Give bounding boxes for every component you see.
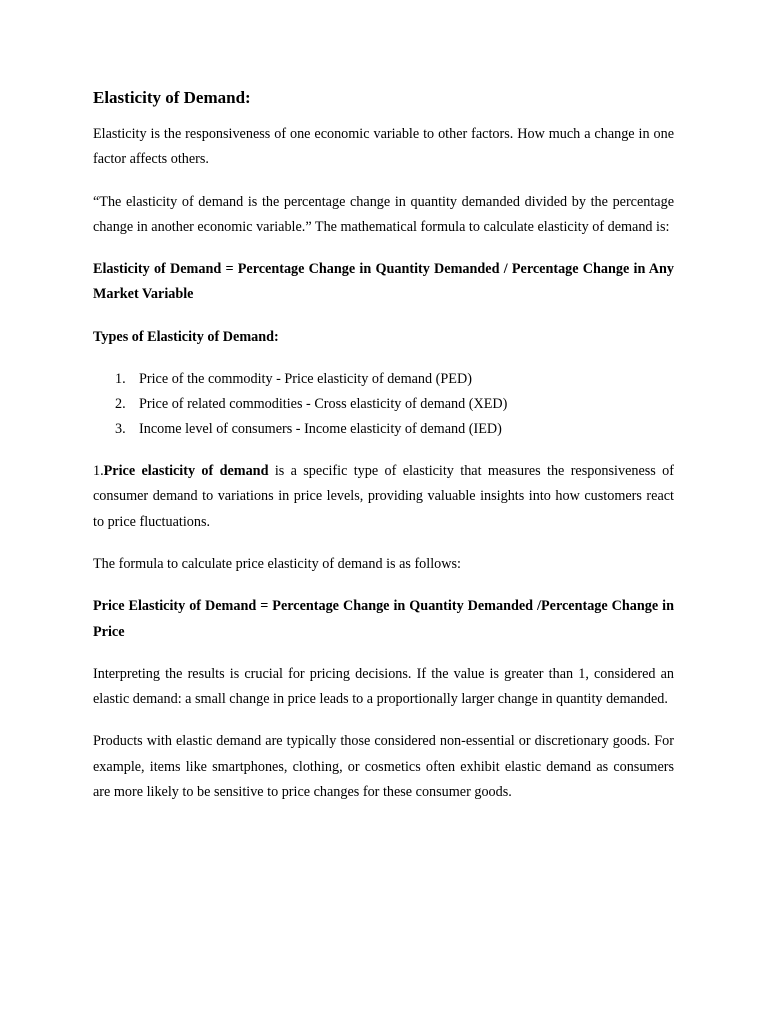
list-item-number: 2. xyxy=(115,396,126,413)
list-item xyxy=(93,367,674,392)
ped-term: Price elasticity of demand xyxy=(103,463,269,480)
formula-intro-paragraph: The formula to calculate price elasticity of demand is as follows: xyxy=(93,555,461,572)
ped-description: is a specific type of elasticity that measures the responsiveness of consumer demand to variations in price levels, providing valuable insights into how customers react to price fluctuations. xyxy=(93,463,674,530)
interpretation-paragraph: Interpreting the results is crucial for pricing decisions. If the value is greater than 1, considered an elastic demand: a small change in price leads to a proportionally larger change in quantity demanded. xyxy=(93,665,674,708)
examples-paragraph: Products with elastic demand are typically those considered non-essential or discretionary goods. For example, items like smartphones, clothing, or cosmetics often exhibit elastic demand as consumers are more likely to be sensitive to price changes for these consumer goods. xyxy=(93,733,674,801)
list-item-number: 3. xyxy=(115,421,126,438)
definition-paragraph: “The elasticity of demand is the percentage change in quantity demanded divided by the percentage change in another economic variable.” The mathematical formula to calculate elasticity of demand is: xyxy=(93,193,674,235)
list-item xyxy=(93,417,674,442)
ped-paragraph xyxy=(93,459,674,535)
intro-paragraph: Elasticity is the responsiveness of one economic variable to other factors. How much a change in one factor affects others. xyxy=(93,126,674,168)
list-item-text: Price of the commodity - Price elasticity of demand (PED) xyxy=(139,371,472,388)
document-page xyxy=(93,86,674,805)
list-item xyxy=(93,392,674,417)
list-item-text: Price of related commodities - Cross elasticity of demand (XED) xyxy=(139,396,508,413)
list-item-number: 1. xyxy=(115,371,126,388)
types-heading: Types of Elasticity of Demand: xyxy=(93,328,279,345)
elasticity-formula: Elasticity of Demand = Percentage Change in Quantity Demanded / Percentage Change in Any Market Variable xyxy=(93,261,674,303)
document-title: Elasticity of Demand: xyxy=(93,88,251,107)
types-list-container xyxy=(93,367,674,442)
types-list xyxy=(93,367,674,442)
list-item-text: Income level of consumers - Income elasticity of demand (IED) xyxy=(139,421,502,438)
ped-prefix: 1. xyxy=(93,463,104,480)
ped-formula: Price Elasticity of Demand = Percentage Change in Quantity Demanded /Percentage Change in Price xyxy=(93,598,674,640)
